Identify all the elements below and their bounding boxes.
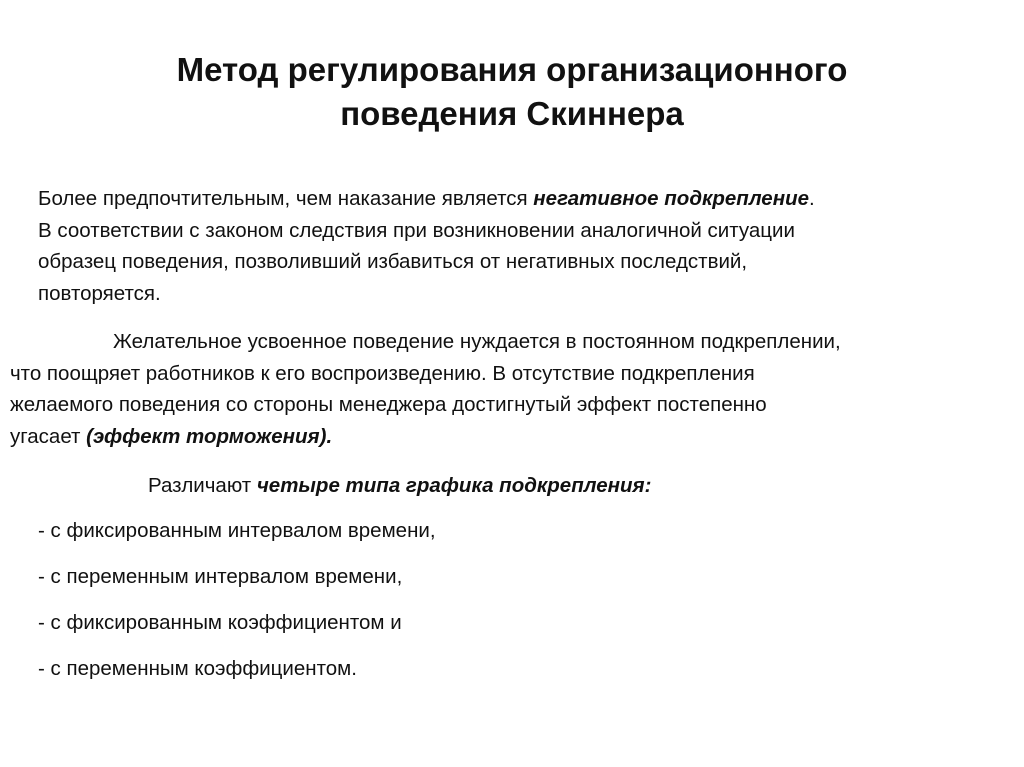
title-line-2: поведения Скиннера bbox=[340, 95, 684, 132]
paragraph-negative-reinforcement bbox=[38, 183, 998, 309]
paragraph-line: желаемого поведения со стороны менеджера достигнутый эффект постепенно bbox=[10, 393, 767, 416]
slide-title bbox=[0, 48, 1024, 136]
paragraph-line: образец поведения, позволивший избавиться от негативных последствий, bbox=[38, 250, 748, 273]
emphasis-negative-reinforcement: негативное подкрепление bbox=[533, 187, 810, 210]
paragraph-line: Желательное усвоенное поведение нуждается в постоянном подкреплении, bbox=[113, 330, 841, 353]
list-item: - с переменным коэффициентом. bbox=[38, 657, 357, 680]
list-item: - с переменным интервалом времени, bbox=[38, 565, 403, 588]
paragraph-text: Более предпочтительным, чем наказание является bbox=[38, 187, 534, 210]
paragraph-text: . bbox=[809, 187, 815, 210]
paragraph-line bbox=[10, 421, 1000, 453]
paragraph-line: повторяется. bbox=[38, 281, 161, 305]
list-item: - с фиксированным коэффициентом и bbox=[38, 611, 402, 634]
paragraph-text: Различают bbox=[148, 474, 257, 497]
title-line-1: Метод регулирования организационного bbox=[176, 51, 848, 88]
paragraph-text: угасает bbox=[10, 424, 87, 448]
paragraph-line: В соответствии с законом следствия при возникновении аналогичной ситуации bbox=[38, 218, 795, 242]
reinforcement-schedule-list bbox=[38, 515, 436, 699]
paragraph-line bbox=[38, 183, 998, 215]
emphasis-four-schedule-types: четыре типа графика подкрепления: bbox=[256, 474, 652, 497]
paragraph-line: что поощряет работников к его воспроизведению. В отсутствие подкрепления bbox=[10, 361, 755, 385]
paragraph-desired-behavior bbox=[10, 326, 1000, 452]
emphasis-inhibition-effect: (эффект торможения). bbox=[86, 424, 333, 448]
list-item: - с фиксированным интервалом времени, bbox=[38, 519, 436, 542]
paragraph-schedule-types bbox=[148, 470, 651, 502]
